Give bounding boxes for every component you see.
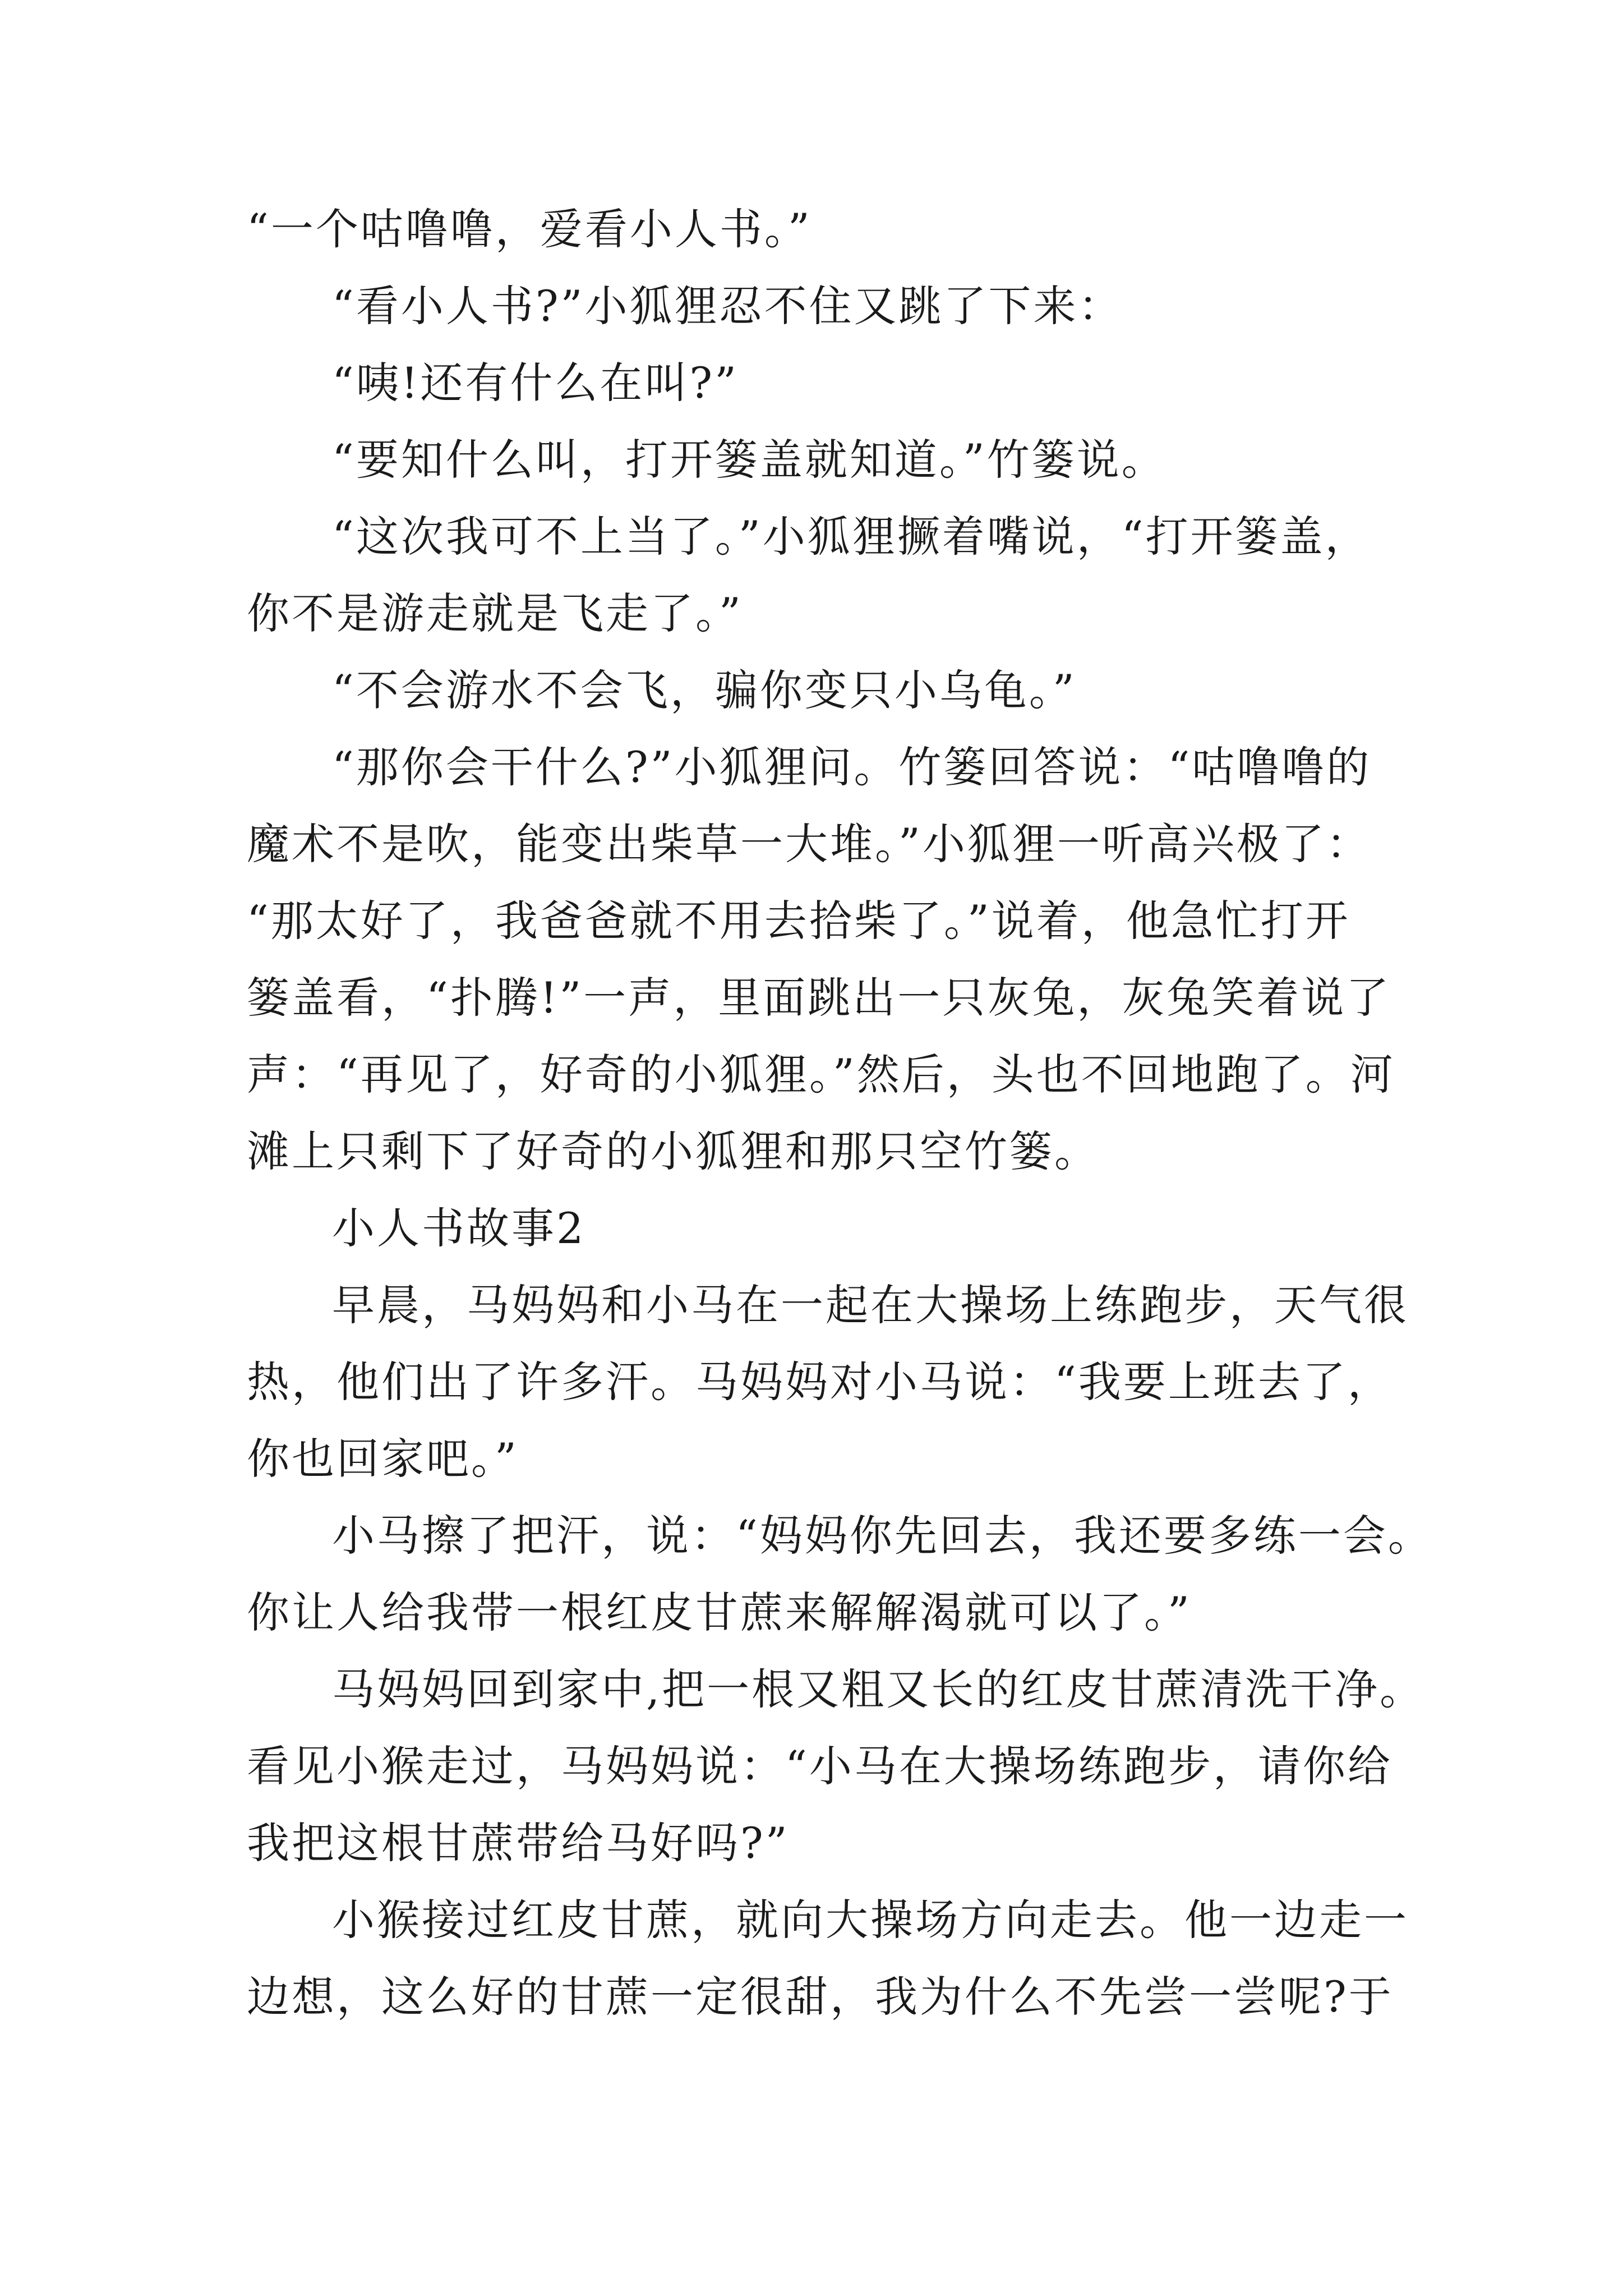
text-line: 魔术不是吹，能变出柴草一大堆。”小狐狸一听高兴极了： [247,819,1371,869]
text-line: “不会游水不会飞，骗你变只小乌龟。” [332,665,1077,715]
text-line: “看小人书?”小狐狸忍不住又跳了下来： [332,281,1123,331]
text-line: 看见小猴走过，马妈妈说：“小马在大操场练跑步，请你给 [247,1741,1393,1791]
text-line: 你不是游走就是飞走了。” [247,588,743,638]
paragraph-1 [247,191,1399,268]
text-line: 小马擦了把汗，说：“妈妈你先回去，我还要多练一会。 [332,1511,1433,1561]
text-line: 马妈妈回到家中,把一根又粗又长的红皮甘蔗清洗干净。 [332,1664,1425,1714]
text-line: 热，他们出了许多汗。马妈妈对小马说：“我要上班去了， [247,1357,1393,1407]
paragraph-5 [247,498,1399,652]
text-line: 你也回家吧。” [247,1434,519,1484]
text-line: 边想，这么好的甘蔗一定很甜，我为什么不先尝一尝呢?于 [247,1972,1394,2022]
paragraph-6 [247,652,1399,729]
paragraph-10 [247,1497,1433,1651]
paragraph-12 [247,1881,1409,2035]
paragraph-3 [247,344,1399,421]
paragraph-4 [247,421,1399,498]
text-line: 你让人给我带一根红皮甘蔗来解解渴就可以了。” [247,1588,1192,1637]
text-line: “这次我可不上当了。”小狐狸撅着嘴说，“打开篓盖， [332,512,1370,562]
text-line: “一个咕噜噜，爱看小人书。” [247,204,812,254]
text-line: 小猴接过红皮甘蔗，就向大操场方向走去。他一边走一 [332,1895,1409,1945]
text-line: 我把这根甘蔗带给马好吗?” [247,1818,790,1868]
text-line: 小人书故事2 [332,1203,586,1253]
text-line: “那太好了，我爸爸就不用去拾柴了。”说着，他急忙打开 [247,896,1350,946]
paragraph-11 [247,1651,1425,1881]
story-text [247,191,1433,2035]
section-heading [247,1190,1399,1267]
text-line: 滩上只剩下了好奇的小狐狸和那只空竹篓。 [247,1126,1099,1176]
text-line: “要知什么叫，打开篓盖就知道。”竹篓说。 [332,435,1166,485]
text-line: 早晨，马妈妈和小马在一起在大操场上练跑步，天气很 [332,1280,1409,1330]
text-line: “咦!还有什么在叫?” [332,358,739,408]
text-line: 篓盖看，“扑腾!”一声，里面跳出一只灰兔，灰兔笑着说了 [247,973,1391,1023]
paragraph-2 [247,268,1399,344]
text-line: 声：“再见了，好奇的小狐狸。”然后，头也不回地跑了。河 [247,1050,1395,1099]
text-line: “那你会干什么?”小狐狸问。竹篓回答说：“咕噜噜的 [332,742,1372,792]
paragraph-7 [247,729,1399,1190]
paragraph-9 [247,1267,1409,1497]
